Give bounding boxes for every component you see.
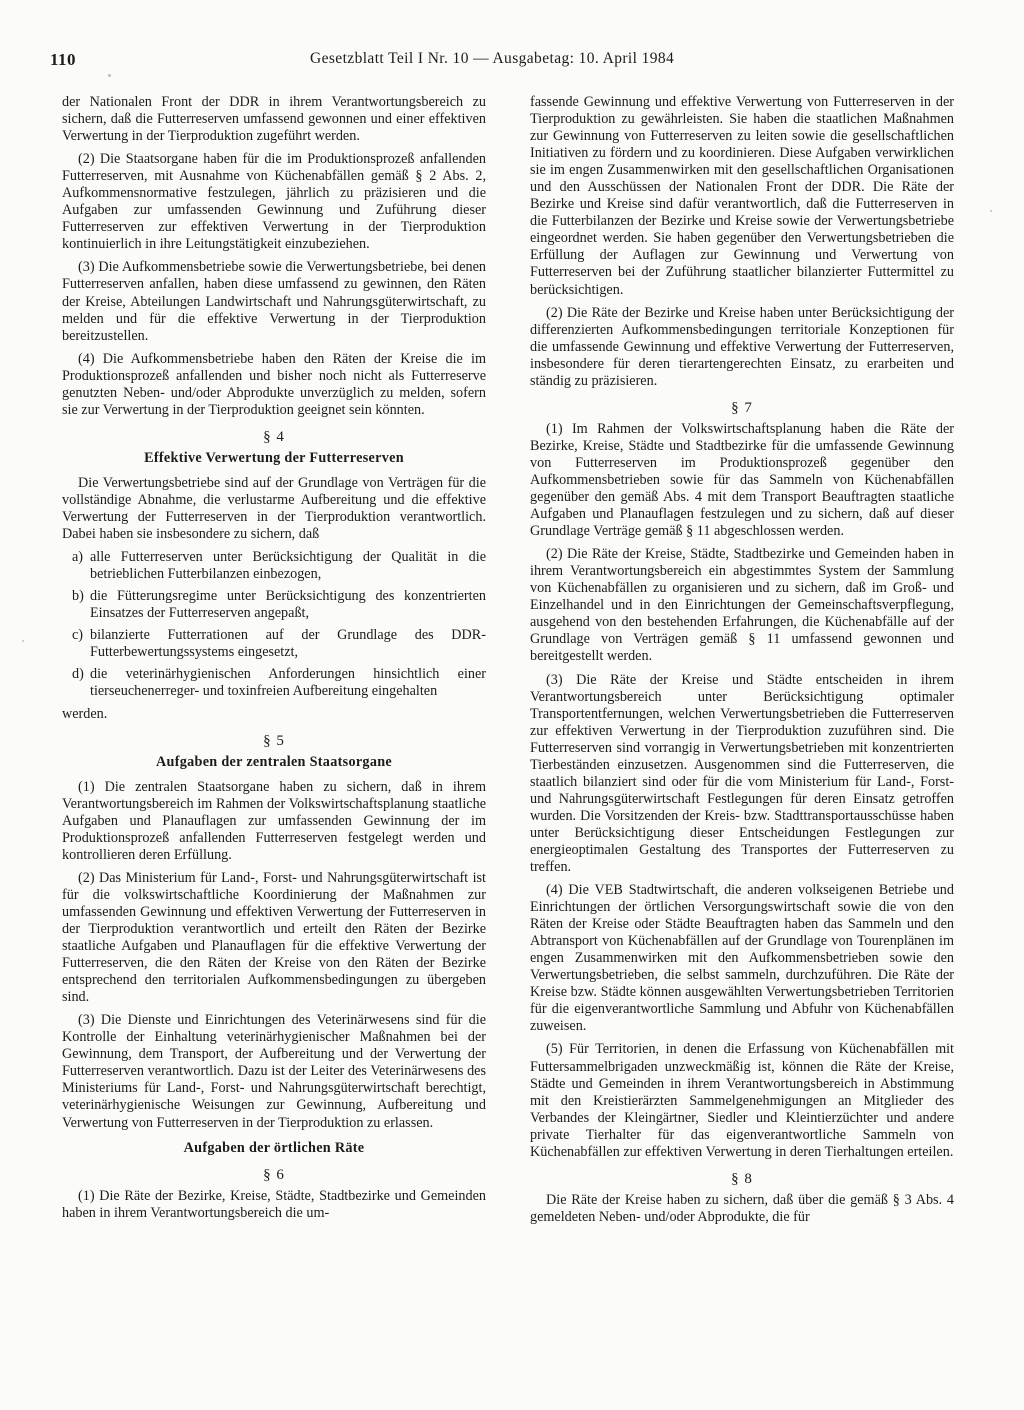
right-column bbox=[530, 94, 954, 1232]
section-4-sign: § 4 bbox=[263, 428, 285, 445]
running-head: Gesetzblatt Teil I Nr. 10 — Ausgabetag: 10. April 1984 bbox=[310, 50, 675, 67]
paragraph-5-3: (3) Die Dienste und Einrichtungen des Veterinärwesens sind für die Kontrolle der Einhaltung veterinärhygienischer Maßnahmen bei der Gewinnung, dem Transport, der Aufbereitung und der Verwertung der Futterreserven verantwortlich. Dazu ist der Leiter des Veterinärwesens des Ministeriums für Land-, Forst- und Nahrungsgüterwirtschaft berechtigt, veterinärhygienische Weisungen zur Gewinnung, Aufbereitung und Verwertung von Futterreserven in der Tierproduktion zu erlassen. bbox=[62, 1012, 486, 1131]
section-7-sign: § 7 bbox=[731, 399, 753, 416]
list-item-label: c) bbox=[72, 627, 84, 644]
list-item-label: d) bbox=[72, 666, 84, 683]
section-5-title: Aufgaben der zentralen Staatsorgane bbox=[155, 753, 393, 770]
paragraph-7-1: (1) Im Rahmen der Volkswirtschaftsplanung haben die Räte der Bezirke, Kreise, Städte und Stadtbezirke für die umfassende Gewinnung von Futterreserven im Produktionsprozeß gegenüber den Aufkommensbetrieben sowie für das Sammeln von Küchenabfällen gegenüber den gemäß Abs. 4 mit dem Transport Beauftragten staatliche Aufgaben und Planauflagen festzulegen und zu sichern, daß auf dieser Grundlage Verträge gemäß § 11 abgeschlossen werden. bbox=[530, 420, 954, 540]
scan-speck bbox=[108, 74, 111, 77]
paragraph-7-2: (2) Die Räte der Kreise, Städte, Stadtbezirke und Gemeinden haben in ihrem Verantwortungsbereich ein abgestimmtes System der Sammlung von Küchenabfällen zu organisieren und zu sichern, daß im Groß- und Einzelhandel und in den Einrichtungen der Gemeinschaftsverpflegung, ausgehend von den bestehenden Erfahrungen, die Küchenabfälle auf der Grundlage von Verträgen gemäß § 11 umfassend gewonnen und bereitgestellt werden. bbox=[530, 546, 954, 665]
scan-speck bbox=[22, 640, 24, 642]
subheading-local-councils: Aufgaben der örtlichen Räte bbox=[183, 1139, 365, 1156]
list-item-label: b) bbox=[72, 588, 84, 605]
page-header bbox=[50, 50, 970, 78]
paragraph-5-2: (2) Das Ministerium für Land-, Forst- und Nahrungsgüterwirtschaft ist für die volkswirtschaftliche Koordinierung der Maßnahmen zur umfassenden Gewinnung und effektiven Verwertung der Futterreserven in der Tierproduktion verantwortlich und erteilt den Räten der Bezirke staatliche Aufgaben und Planauflagen für die effektive Verwertung der Futterreserven, die den Räten der Kreise von den Räten der Bezirke entsprechend den territorialen Aufkommensbedingungen zu übergeben sind. bbox=[62, 869, 486, 1006]
list-item bbox=[62, 588, 486, 622]
list-item-label: a) bbox=[72, 549, 84, 566]
page-number: 110 bbox=[50, 50, 77, 69]
section-4-list bbox=[62, 549, 486, 700]
list-item bbox=[62, 549, 486, 583]
paragraph-3-2: (2) Die Staatsorgane haben für die im Produktionsprozeß anfallenden Futterreserven, mit Ausnahme von Küchenabfällen gemäß § 2 Abs. 2, Aufkommensnormative festzulegen, jährlich zu präzisieren und die Aufgaben zur umfassenden Gewinnung und Zuführung dieser Futterreserven zur effektiven Verwertung in der Tierproduktion kontinuierlich in ihre Leitungstätigkeit einzubeziehen. bbox=[62, 151, 486, 253]
paragraph-7-5: (5) Für Territorien, in denen die Erfassung von Küchenabfällen mit Futtersammelbrigaden unzweckmäßig ist, können die Räte der Kreise, Städte und Gemeinden in ihrem Verantwortungsbereich in Abstimmung mit den Kreistierärzten Sammelgenehmigungen an Mitglieder des Verbandes der Kleingärtner, Siedler und Kleintierzüchter und andere private Tierhalter für das eigenverantwortliche Sammeln von Küchenabfällen zur effektiven Verwertung in deren Tierhaltungen erteilen. bbox=[530, 1041, 954, 1160]
paragraph-5-1: (1) Die zentralen Staatsorgane haben zu sichern, daß in ihrem Verantwortungsbereich im Rahmen der Volkswirtschaftsplanung staatliche Aufgaben und Planauflagen zur umfassenden Gewinnung der im Produktionsprozeß anfallenden Futterreserven festgelegt werden und kontrollieren deren Erfüllung. bbox=[62, 778, 486, 863]
paragraph-3-4: (4) Die Aufkommensbetriebe haben den Räten der Kreise die im Produktionsprozeß anfallenden und bisher noch nicht als Futterreserve genutzten Neben- und/oder Abprodukte unverzüglich zu melden, sofern sie zur Verwertung in der Tierproduktion geeignet sein könnten. bbox=[62, 350, 486, 418]
paragraph-3-3: (3) Die Aufkommensbetriebe sowie die Verwertungsbetriebe, bei denen Futterreserven anfallen, haben diese umfassend zu gewinnen, den Räten der Kreise, Abteilungen Landwirtschaft und Nahrungsgüterwirtschaft, zu melden und für die effektive Verwertung in der Tierproduktion bereitzustellen. bbox=[62, 259, 486, 344]
paragraph-7-4: (4) Die VEB Stadtwirtschaft, die anderen volkseigenen Betriebe und Einrichtungen der örtlichen Versorgungswirtschaft sowie die von den Räten der Kreise oder Städte Beauftragten haben das Sammeln und den Abtransport von Küchenabfällen auf der Grundlage von Tourenplänen im engen Zusammenwirken mit den Aufkommensbetrieben sowie den Verwertungsbetrieben, die selbst sammeln, durchzuführen. Die Räte der Kreise bzw. Städte können ausgewählten Verwertungsbetrieben Territorien für die eigenverantwortliche Sammlung und Abfuhr von Küchenabfällen zuweisen. bbox=[530, 882, 954, 1035]
paragraph-7-3: (3) Die Räte der Kreise und Städte entscheiden in ihrem Verantwortungsbereich unter Berücksichtigung optimaler Transportentfernungen, welchen Verwertungsbetrieben die Futterreserven zur effektiven Verwertung in der Tierproduktion zuzuführen sind. Die Futterreserven sind vorrangig in Verwertungsbetrieben mit konzentrierten Tierbeständen einzusetzen. Ausgenommen sind die Futterreserven, die staatlich bilanziert sind oder für die vom Ministerium für Land-, Forst- und Nahrungsgüterwirtschaft Festlegungen für deren Einsatz getroffen wurden. Die Vorsitzenden der Kreis- bzw. Stadttransportausschüsse haben unter Berücksichtigung dieser Entscheidungen Festlegungen zur energieoptimalen Gestaltung des Transportes der Futterreserven zu treffen. bbox=[530, 671, 954, 876]
scan-speck bbox=[990, 210, 992, 212]
section-4-title: Effektive Verwertung der Futterreserven bbox=[144, 449, 404, 466]
list-item-text: bilanzierte Futterrationen auf der Grundlage des DDR-Futterbewertungssystems eingesetzt, bbox=[90, 627, 486, 661]
paragraph-8-start: Die Räte der Kreise haben zu sichern, daß über die gemäß § 3 Abs. 4 gemeldeten Neben- und/oder Abprodukte, die für bbox=[530, 1191, 954, 1225]
left-column bbox=[62, 94, 486, 1228]
list-item-text: die Fütterungsregime unter Berücksichtigung des konzentrierten Einsatzes der Futterreserven angepaßt, bbox=[90, 588, 486, 622]
list-item bbox=[62, 627, 486, 661]
paragraph-6-1-continuation: fassende Gewinnung und effektive Verwertung von Futterreserven in der Tierproduktion zu gewährleisten. Sie haben die staatlichen Maßnahmen zur Gewinnung von Futterreserven zu leiten sowie die gesellschaftlichen Initiativen zu fördern und zu koordinieren. Diese Aufgaben verwirklichen sie im engen Zusammenwirken mit den gesellschaftlichen Organisationen und den Ausschüssen der Nationalen Front der DDR. Die Räte der Bezirke und Kreise sind dafür verantwortlich, daß die Futterreserven in die Futterbilanzen der Bezirke und Kreise sowie der Verwertungsbetriebe eingeordnet werden. Sie haben gegenüber den Verwertungsbetrieben die Erfüllung der Auflagen zur Gewinnung und Verwertung von Futterreserven bei der Zuführung staatlicher bilanzierter Futtermittel zu berücksichtigen. bbox=[530, 94, 954, 298]
list-item bbox=[62, 666, 486, 700]
list-item-text: die veterinärhygienischen Anforderungen hinsichtlich einer tierseuchenerreger- und toxinfreien Aufbereitung eingehalten bbox=[90, 666, 486, 700]
paragraph-6-2: (2) Die Räte der Bezirke und Kreise haben unter Berücksichtigung der differenzierten Aufkommensbedingungen territoriale Konzeptionen für die umfassende Gewinnung und effektive Verwertung der Futterreserven, insbesondere für deren tierartengerechten Einsatz, zu erarbeiten und ständig zu präzisieren. bbox=[530, 304, 954, 389]
section-4-intro: Die Verwertungsbetriebe sind auf der Grundlage von Verträgen für die vollständige Abnahme, die verlustarme Aufbereitung und die effektive Verwertung der Futterreserven in der Tierproduktion verantwortlich. Dabei haben sie insbesondere zu sichern, daß bbox=[62, 474, 486, 543]
section-8-sign: § 8 bbox=[731, 1170, 753, 1187]
paragraph-3-1-continuation: der Nationalen Front der DDR in ihrem Verantwortungsbereich zu sichern, daß die Futterreserven umfassend gewonnen und einer effektiven Verwertung in der Tierproduktion zugeführt werden. bbox=[62, 94, 486, 145]
section-4-closing: werden. bbox=[62, 705, 108, 722]
section-5-sign: § 5 bbox=[263, 732, 285, 749]
paragraph-6-1-start: (1) Die Räte der Bezirke, Kreise, Städte, Stadtbezirke und Gemeinden haben in ihrem Verantwortungsbereich die um- bbox=[62, 1187, 486, 1221]
list-item-text: alle Futterreserven unter Berücksichtigung der Qualität in die betrieblichen Futterbilanzen einbezogen, bbox=[90, 549, 486, 583]
section-6-sign: § 6 bbox=[263, 1166, 285, 1183]
